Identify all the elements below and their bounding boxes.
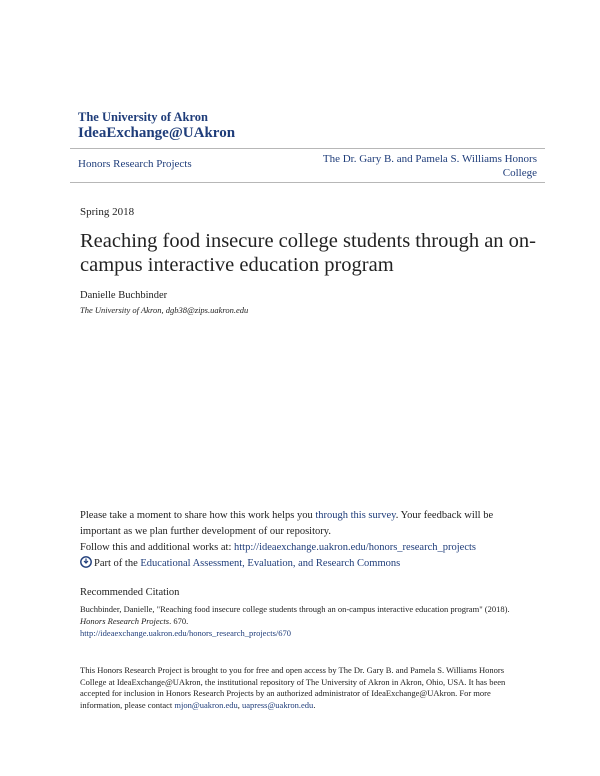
citation-series: Honors Research Projects (80, 616, 170, 626)
survey-link[interactable]: through this survey (315, 510, 396, 521)
feedback-paragraph (80, 508, 520, 540)
contact-email-1[interactable]: mjon@uakron.edu (174, 699, 238, 710)
citation-url[interactable]: http://ideaexchange.uakron.edu/honors_research_projects/670 (80, 628, 292, 638)
collection-link-honors-college[interactable]: The Dr. Gary B. and Pamela S. Williams Honors College (322, 153, 537, 179)
university-name[interactable]: The University of Akron (78, 110, 208, 124)
publication-date: Spring 2018 (80, 206, 135, 218)
footer-text: This Honors Research Project is brought to you for free and open access by The Dr. Gary B. and Pamela S. Williams Honors College at IdeaExchange@UAkron, the institutional repository of The University of Akron in Akron, Ohio, USA. It has been accepted for inclusion in Honors Research Projects by an authorized administrator of IdeaExchange@UAkron. For more information, please contact (80, 665, 506, 710)
part-of-line (80, 556, 520, 572)
share-section (80, 508, 520, 572)
collections-bar (70, 148, 545, 183)
email-separator: , (237, 699, 242, 710)
feedback-intro: Please take a moment to share how this work helps you (80, 510, 316, 521)
citation-text (80, 603, 520, 627)
citation-number: . 670. (169, 616, 189, 626)
follow-line (80, 540, 520, 556)
follow-text: Follow this and additional works at: (80, 542, 234, 553)
author-affiliation: The University of Akron, dgb38@zips.uakron.edu (80, 305, 249, 315)
part-of-text: Part of the (94, 558, 141, 569)
footer-end: . (313, 699, 316, 710)
commons-link[interactable]: Educational Assessment, Evaluation, and Research Commons (140, 558, 401, 569)
feedback-text: . Your feedback will be important as we plan further development of our repository. (80, 510, 494, 537)
recommended-citation-heading: Recommended Citation (80, 587, 180, 598)
author-name: Danielle Buchbinder (80, 290, 168, 301)
citation-start: Buchbinder, Danielle, "Reaching food insecure college students through an on-campus interactive education program" (2018). (80, 604, 510, 614)
document-title: Reaching food insecure college students through an on-campus interactive education program (80, 230, 536, 276)
creative-commons-icon (80, 556, 92, 568)
citation-body (80, 603, 520, 639)
repository-header (78, 110, 235, 142)
contact-email-2[interactable]: uapress@uakron.edu (241, 699, 314, 710)
repository-name[interactable]: IdeaExchange@UAkron (78, 125, 236, 141)
access-footer (80, 665, 520, 711)
collection-link-honors-projects[interactable]: Honors Research Projects (78, 158, 192, 170)
follow-link[interactable]: http://ideaexchange.uakron.edu/honors_research_projects (234, 542, 476, 553)
